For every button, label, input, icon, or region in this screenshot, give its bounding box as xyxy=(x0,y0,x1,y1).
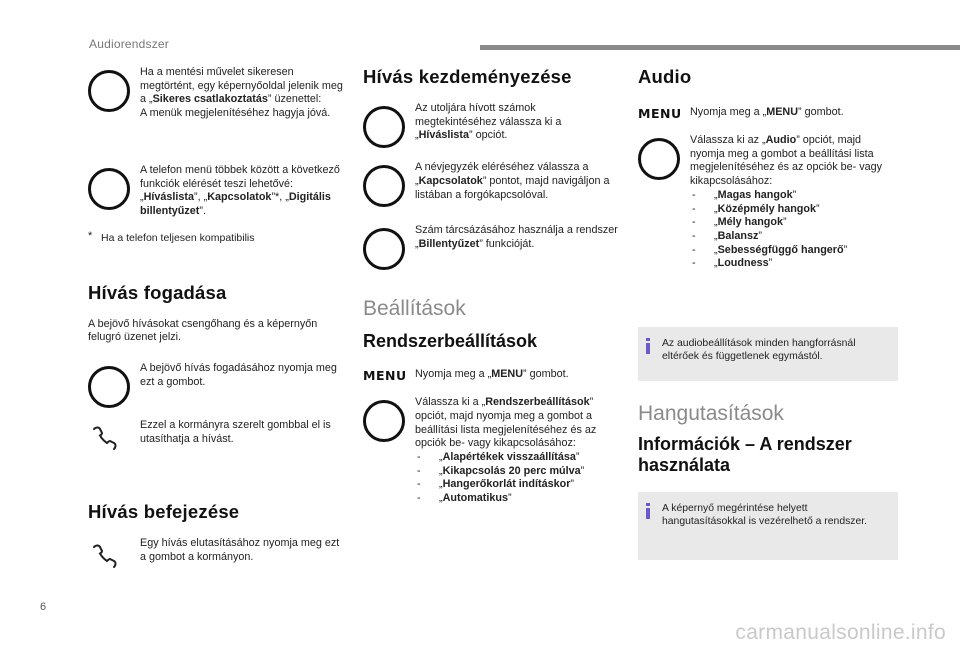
list-item xyxy=(88,66,348,121)
rotary-knob-icon xyxy=(363,228,405,270)
item-text: Nyomja meg a „MENU” gombot. xyxy=(690,106,844,118)
heading-informaciok: Információk – A rendszer használata xyxy=(638,434,852,476)
options-list xyxy=(415,451,619,506)
list-item xyxy=(638,106,898,130)
rotary-knob-icon xyxy=(638,138,680,180)
info-icon xyxy=(646,338,651,354)
option-item: - „Mély hangok” xyxy=(690,216,898,230)
option-item: - „Hangerőkorlát indításkor” xyxy=(415,478,619,492)
item-text: A telefon menü többek között a következő funkciók elérését teszi lehetővé: „Híváslista”, „Kapcsolatok”*, „Digitális billentyűzet”. xyxy=(140,163,340,217)
rotary-knob-icon xyxy=(363,400,405,442)
info-box xyxy=(638,327,898,381)
item-text: Az utoljára hívott számok megtekintéséhez válassza ki a „Híváslista” opciót. xyxy=(415,102,562,142)
list-item xyxy=(363,102,619,143)
item-text: Nyomja meg a „MENU” gombot. xyxy=(415,368,569,381)
column-middle xyxy=(363,66,619,506)
watermark: carmanualsonline.info xyxy=(735,621,946,644)
footnote-star: * xyxy=(88,229,93,242)
item-text: Válassza ki a „Rendszerbeállítások” opciót, majd nyomja meg a gombot a beállítási lista megjelenítéséhez és az opciók be- vagy kikapcsolásához: - „Alapértékek visszaállítása” - „Kikapcsolás 20 perc múlva” - „Hangerőkorlát indításkor” - „Automatikus” xyxy=(415,396,619,506)
heading-rendszerbeallitasok: Rendszerbeállítások xyxy=(363,331,538,352)
item-text: Egy hívás elutasításához nyomja meg ezt a gombot a kormányon. xyxy=(140,537,340,563)
item-text: Ha a mentési művelet sikeresen megtörtént, egy képernyőoldal jelenik meg a „Sikeres csatlakoztatás” üzenettel: A menük megjelenítéséhez hagyja jóvá. xyxy=(140,66,343,120)
option-item: - „Kikapcsolás 20 perc múlva” xyxy=(415,465,619,479)
option-item: - „Sebességfüggő hangerő” xyxy=(690,244,898,258)
menu-button-icon: MENU xyxy=(363,368,407,384)
option-item: - „Középmély hangok” xyxy=(690,203,898,217)
list-item xyxy=(88,362,348,402)
option-item: - „Magas hangok” xyxy=(690,189,898,203)
list-item xyxy=(88,419,348,459)
rotary-knob-icon xyxy=(88,70,130,112)
footnote-text: Ha a telefon teljesen kompatibilis xyxy=(101,231,255,244)
options-list xyxy=(690,189,898,271)
heading-audio: Audio xyxy=(638,66,692,87)
rotary-knob-icon xyxy=(363,165,405,207)
option-item: - „Loudness” xyxy=(690,257,898,271)
heading-hivas-befejezese: Hívás befejezése xyxy=(88,501,240,523)
column-left xyxy=(88,66,348,577)
column-right xyxy=(638,66,898,560)
rotary-knob-icon xyxy=(88,366,130,408)
item-text: A névjegyzék eléréséhez válassza a „Kapcsolatok” pontot, majd navigáljon a listában a forgókapcsolóval. xyxy=(415,161,610,201)
rotary-knob-icon xyxy=(88,168,130,210)
hang-up-phone-icon xyxy=(88,537,124,573)
option-item: - „Balansz” xyxy=(690,230,898,244)
heading-hivas-kezdemenyezese: Hívás kezdeményezése xyxy=(363,66,572,87)
list-item xyxy=(363,368,619,392)
info-box xyxy=(638,492,898,560)
list-item xyxy=(88,537,348,577)
item-text: Szám tárcsázásához használja a rendszer „Billentyűzet” funkcióját. xyxy=(415,224,618,250)
footnote xyxy=(88,229,348,244)
heading-hangutasitasok: Hangutasítások xyxy=(638,402,784,426)
list-item xyxy=(363,161,619,202)
option-item: - „Alapértékek visszaállítása” xyxy=(415,451,619,465)
option-item: - „Automatikus” xyxy=(415,492,619,506)
heading-hivas-fogadasa: Hívás fogadása xyxy=(88,281,227,303)
list-item xyxy=(88,164,348,219)
header-bar xyxy=(480,45,960,50)
intro-text: A bejövő hívásokat csengőhang és a képernyőn felugró üzenet jelzi. xyxy=(88,317,318,344)
info-icon xyxy=(646,503,651,519)
header-section-title: Audiorendszer xyxy=(89,37,169,51)
list-item xyxy=(363,396,619,506)
rotary-knob-icon xyxy=(363,106,405,148)
item-text: Ezzel a kormányra szerelt gombbal el is utasíthatja a hívást. xyxy=(140,419,331,445)
list-item xyxy=(638,134,898,271)
item-text: Válassza ki az „Audio” opciót, majd nyomja meg a gombot a beállítási lista megjelenítéséhez és az opciók be- vagy kikapcsolásához: - „Magas hangok” - „Középmély hangok” - „Mély hangok” - „Balansz” - „Sebességfüggő hangerő” - „Loudness” xyxy=(690,134,898,271)
hang-up-phone-icon xyxy=(88,419,124,455)
menu-button-icon: MENU xyxy=(638,106,682,121)
page-number: 6 xyxy=(40,601,47,613)
item-text: A bejövő hívás fogadásához nyomja meg ezt a gombot. xyxy=(140,362,337,388)
info-text: Az audiobeállítások minden hangforrásnál eltérőek és függetlenek egymástól. xyxy=(662,338,856,363)
info-text: A képernyő megérintése helyett hangutasításokkal is vezérelhető a rendszer. xyxy=(662,503,868,528)
heading-beallitasok: Beállítások xyxy=(363,297,466,321)
list-item xyxy=(363,224,619,264)
